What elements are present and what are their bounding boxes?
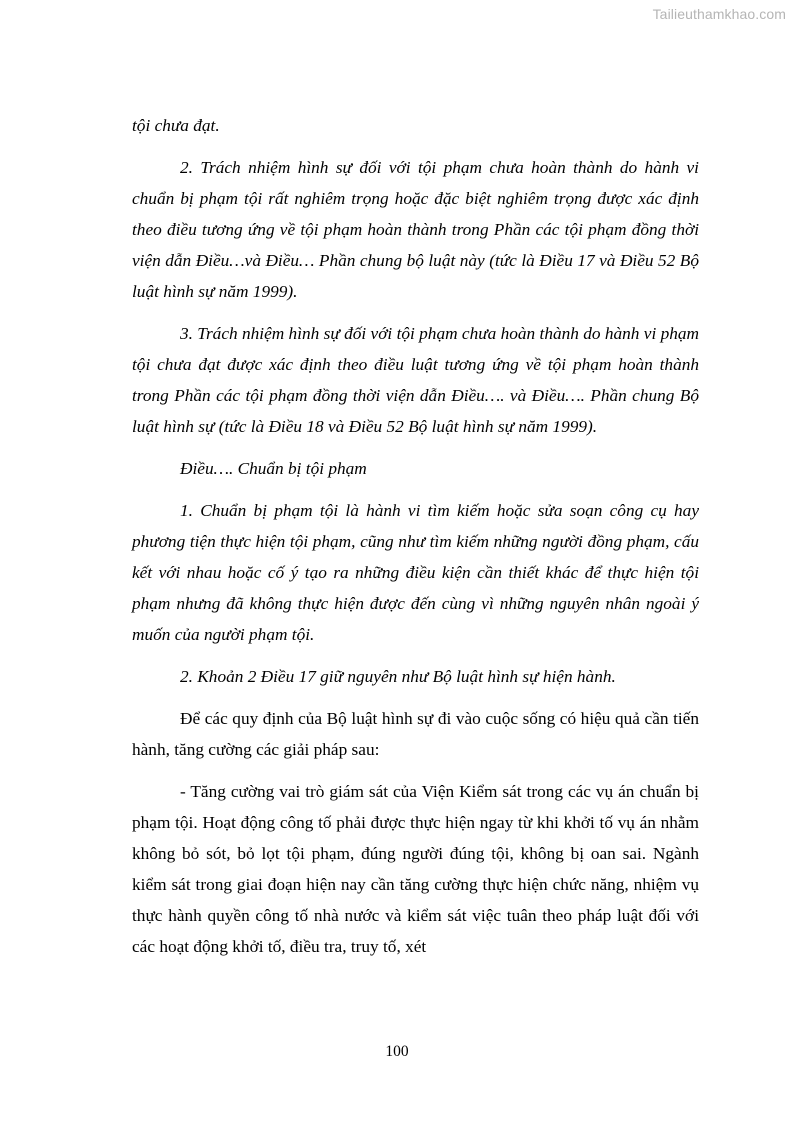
- paragraph-solutions-intro: Để các quy định của Bộ luật hình sự đi vào cuộc sống có hiệu quả cần tiến hành, tăng cường các giải pháp sau:: [132, 709, 699, 759]
- paragraph-solution-bullet: - Tăng cường vai trò giám sát của Viện Kiểm sát trong các vụ án chuẩn bị phạm tội. Hoạt động công tố phải được thực hiện ngay từ khi khởi tố vụ án nhằm không bỏ sót, bỏ lọt tội phạm, đúng người đúng tội, không bị oan sai. Ngành kiểm sát trong giai đoạn hiện nay cần tăng cường thực hiện chức năng, nhiệm vụ thực hành quyền công tố nhà nước và kiểm sát việc tuân theo pháp luật đối với các hoạt động khởi tố, điều tra, truy tố, xét: [132, 782, 699, 956]
- paragraph-preparation-1: 1. Chuẩn bị phạm tội là hành vi tìm kiếm hoặc sửa soạn công cụ hay phương tiện thực hiện tội phạm, cũng như tìm kiếm những người đồng phạm, cấu kết với nhau hoặc cố ý tạo ra những điều kiện cần thiết khác để thực hiện tội phạm nhưng đã không thực hiện được đến cùng vì những nguyên nhân ngoài ý muốn của người phạm tội.: [132, 501, 699, 644]
- article-heading: Điều…. Chuẩn bị tội phạm: [180, 459, 367, 478]
- page-body: [132, 110, 699, 973]
- paragraph-clause-3: 3. Trách nhiệm hình sự đối với tội phạm chưa hoàn thành do hành vi phạm tội chưa đạt được xác định theo điều luật tương ứng về tội phạm hoàn thành trong Phần các tội phạm đồng thời viện dẫn Điều…. và Điều…. Phần chung Bộ luật hình sự (tức là Điều 18 và Điều 52 Bộ luật hình sự năm 1999).: [132, 324, 699, 436]
- watermark-text: Tailieuthamkhao.com: [652, 6, 786, 22]
- page-number: 100: [385, 1043, 409, 1060]
- paragraph-continuation: tội chưa đạt.: [132, 116, 220, 135]
- paragraph-preparation-2: 2. Khoản 2 Điều 17 giữ nguyên như Bộ luật hình sự hiện hành.: [180, 667, 616, 686]
- paragraph-clause-2: 2. Trách nhiệm hình sự đối với tội phạm chưa hoàn thành do hành vi chuẩn bị phạm tội rất nghiêm trọng hoặc đặc biệt nghiêm trọng được xác định theo điều tương ứng về tội phạm hoàn thành trong Phần các tội phạm đồng thời viện dẫn Điều…và Điều… Phần chung bộ luật này (tức là Điều 17 và Điều 52 Bộ luật hình sự năm 1999).: [132, 158, 699, 301]
